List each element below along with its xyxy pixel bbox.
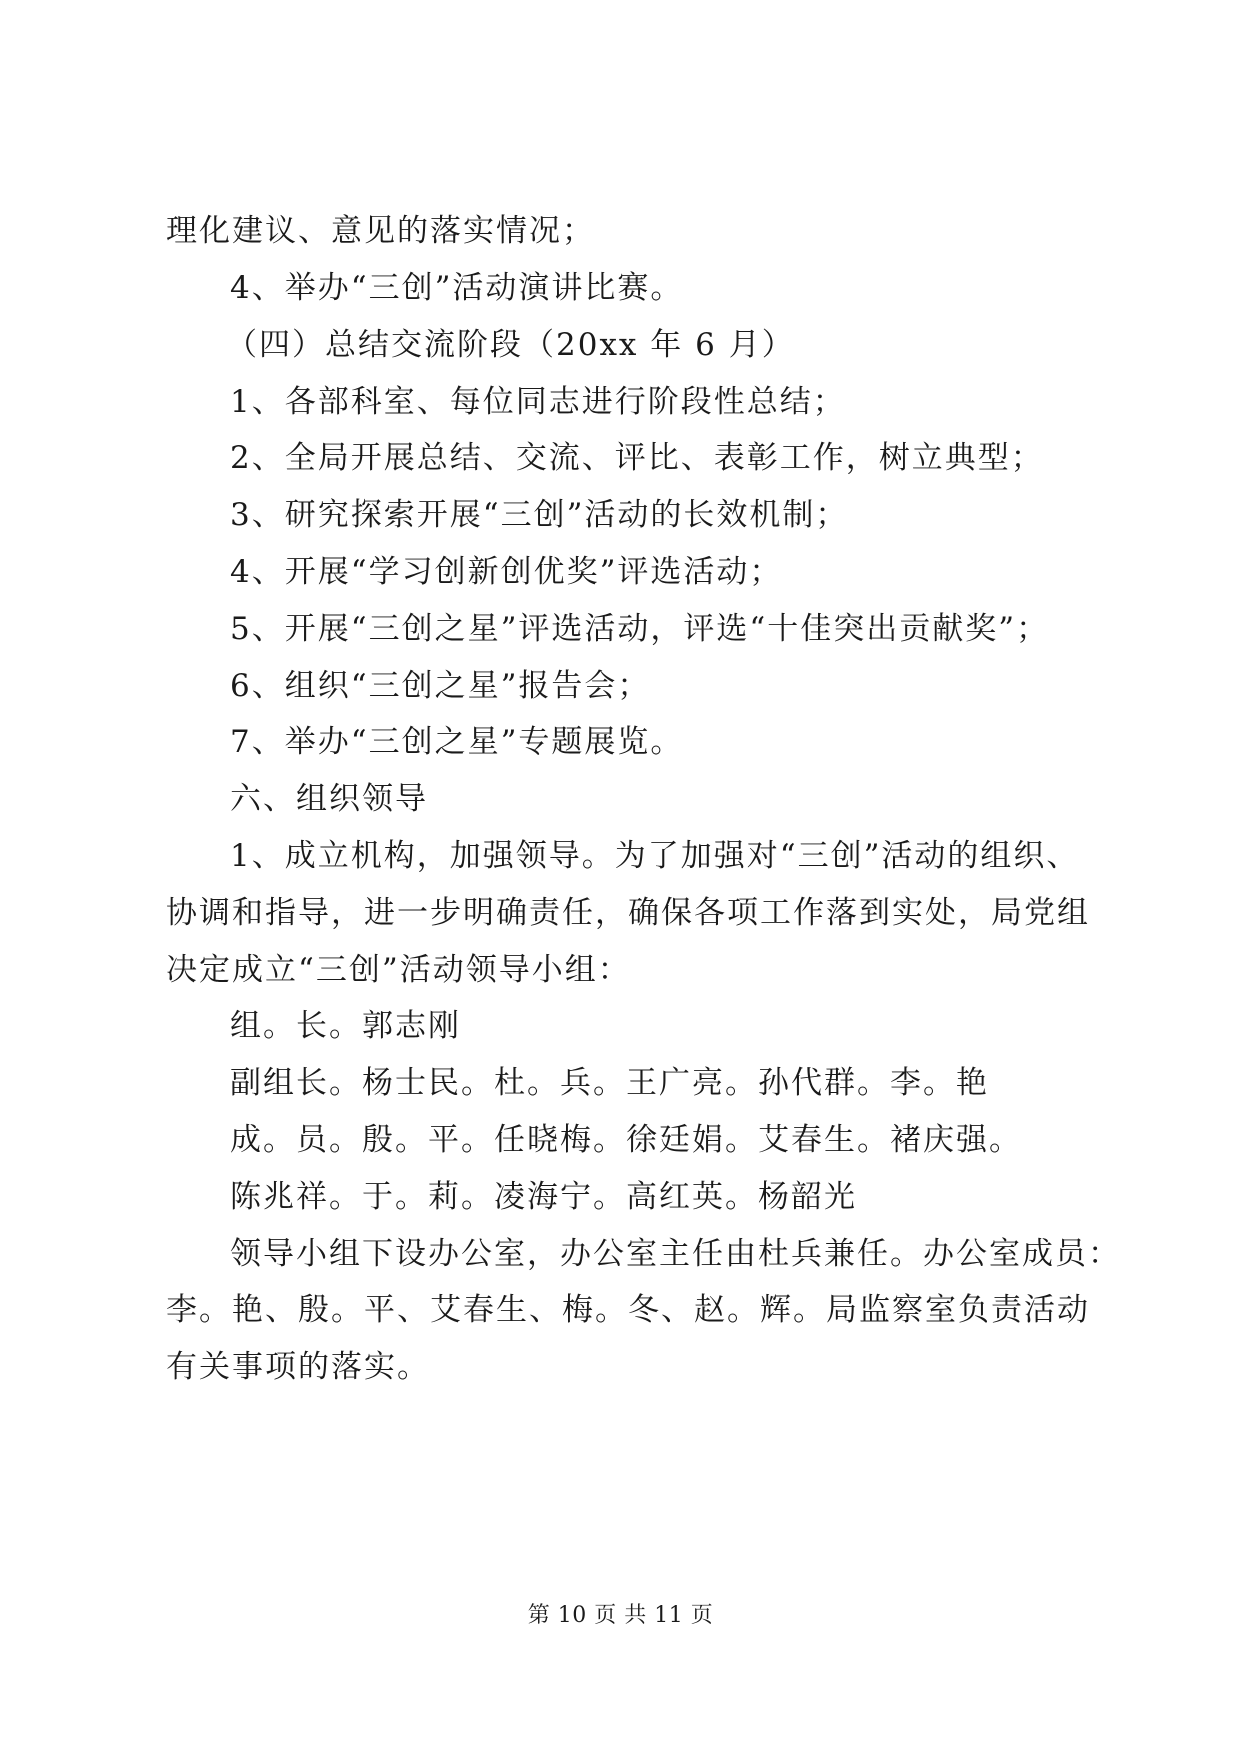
text-line-13: 协调和指导，进一步明确责任，确保各项工作落到实处，局党组 (166, 895, 1090, 931)
page-number-footer: 第 10 页 共 11 页 (527, 1603, 714, 1628)
text-line-19: 领导小组下设办公室，办公室主任由杜兵兼任。办公室成员： (230, 1236, 1121, 1272)
text-line-10: 7、举办“三创之星”专题展览。 (230, 724, 684, 760)
text-line-18: 陈兆祥。于。莉。凌海宁。高红英。杨韶光 (230, 1179, 857, 1215)
text-line-9: 6、组织“三创之星”报告会； (230, 668, 651, 704)
text-line-17: 成。员。殷。平。任晓梅。徐廷娟。艾春生。褚庆强。 (230, 1122, 1022, 1158)
text-line-1: 理化建议、意见的落实情况； (166, 213, 595, 249)
text-line-12: 1、成立机构，加强领导。为了加强对“三创”活动的组织、 (230, 838, 1080, 874)
text-line-4: 1、各部科室、每位同志进行阶段性总结； (230, 384, 846, 420)
text-line-21: 有关事项的落实。 (166, 1349, 430, 1385)
text-line-20: 李。艳、殷。平、艾春生、梅。冬、赵。辉。局监察室负责活动 (166, 1292, 1090, 1328)
text-line-16: 副组长。杨士民。杜。兵。王广亮。孙代群。李。艳 (230, 1065, 989, 1101)
section-heading-summary-stage: （四）总结交流阶段（20xx 年 6 月） (226, 327, 795, 363)
text-line-5: 2、全局开展总结、交流、评比、表彰工作，树立典型； (230, 440, 1044, 476)
section-heading-organization: 六、组织领导 (230, 781, 428, 817)
text-line-14: 决定成立“三创”活动领导小组： (166, 952, 631, 988)
text-line-15: 组。长。郭志刚 (230, 1008, 461, 1044)
text-line-2: 4、举办“三创”活动演讲比赛。 (230, 270, 684, 306)
text-line-8: 5、开展“三创之星”评选活动，评选“十佳突出贡献奖”； (230, 611, 1050, 647)
text-line-6: 3、研究探索开展“三创”活动的长效机制； (230, 497, 849, 533)
text-line-7: 4、开展“学习创新创优奖”评选活动； (230, 554, 783, 590)
